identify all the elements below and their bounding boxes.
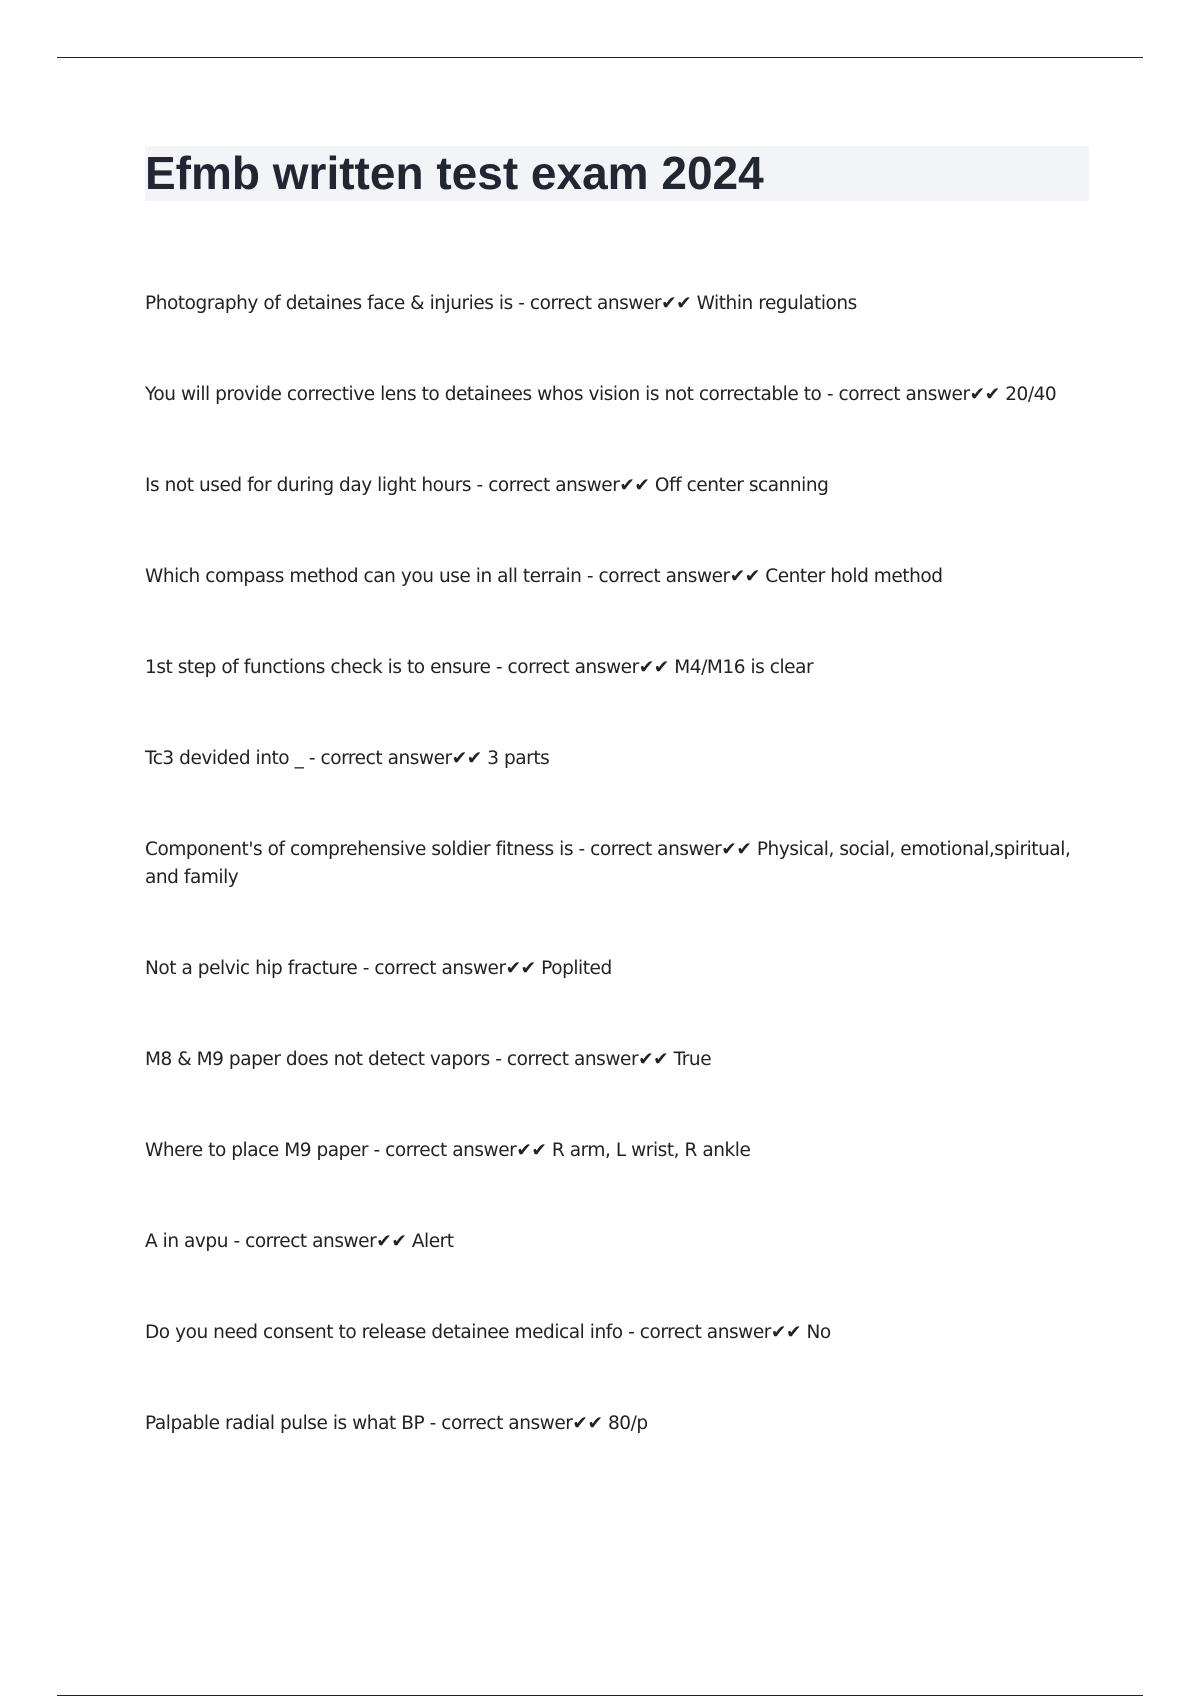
answer-separator: - correct answer✔✔ — [373, 1140, 547, 1161]
qa-item — [145, 1137, 1089, 1165]
question: Where to place M9 paper — [145, 1140, 369, 1161]
qa-item — [145, 472, 1089, 500]
question: A in avpu — [145, 1231, 228, 1252]
qa-item — [145, 381, 1089, 409]
title-banner — [145, 146, 1089, 201]
question: Palpable radial pulse is what BP — [145, 1413, 425, 1434]
page-title: Efmb written test exam 2024 — [145, 147, 764, 199]
question: Not a pelvic hip fracture — [145, 958, 358, 979]
qa-item — [145, 745, 1089, 773]
answer: Off center scanning — [654, 475, 829, 496]
answer-separator: - correct answer✔✔ — [586, 566, 760, 587]
answer-separator: - correct answer✔✔ — [233, 1231, 407, 1252]
answer: Alert — [411, 1231, 454, 1252]
answer: 80/p — [607, 1413, 648, 1434]
answer-separator: - correct answer✔✔ — [308, 748, 482, 769]
qa-item — [145, 1319, 1089, 1347]
answer: Center hold method — [765, 566, 943, 587]
qa-item — [145, 654, 1089, 682]
answer-separator: - correct answer✔✔ — [495, 1049, 669, 1070]
qa-item — [145, 563, 1089, 591]
qa-item — [145, 1228, 1089, 1256]
answer-separator: - correct answer✔✔ — [362, 958, 536, 979]
answer: R arm, L wrist, R ankle — [551, 1140, 751, 1161]
question: M8 & M9 paper does not detect vapors — [145, 1049, 490, 1070]
answer-separator: - correct answer✔✔ — [518, 293, 692, 314]
question: 1st step of functions check is to ensure — [145, 657, 491, 678]
answer-separator: - correct answer✔✔ — [476, 475, 650, 496]
question: Component's of comprehensive soldier fitness is — [145, 839, 574, 860]
qa-item — [145, 1046, 1089, 1074]
answer: Poplited — [541, 958, 612, 979]
answer-separator: - correct answer✔✔ — [429, 1413, 603, 1434]
answer-separator: - correct answer✔✔ — [826, 384, 1000, 405]
answer: 20/40 — [1005, 384, 1057, 405]
answer: M4/M16 is clear — [674, 657, 814, 678]
bottom-rule — [57, 1695, 1143, 1696]
qa-item — [145, 290, 1089, 318]
answer-separator: - correct answer✔✔ — [495, 657, 669, 678]
qa-item — [145, 836, 1089, 892]
answer: 3 parts — [487, 748, 550, 769]
qa-item — [145, 955, 1089, 983]
top-rule — [57, 57, 1143, 58]
question: Which compass method can you use in all terrain — [145, 566, 582, 587]
answer: True — [673, 1049, 712, 1070]
question: Is not used for during day light hours — [145, 475, 472, 496]
answer: Within regulations — [696, 293, 857, 314]
question: You will provide corrective lens to detainees whos vision is not correctable to — [145, 384, 822, 405]
answer-separator: - correct answer✔✔ — [578, 839, 752, 860]
answer: Physical, social, emotional,spiritual, and family — [145, 839, 1071, 888]
answer: No — [806, 1322, 831, 1343]
question: Tc3 devided into _ — [145, 748, 304, 769]
qa-item — [145, 1410, 1089, 1438]
question: Do you need consent to release detainee medical info — [145, 1322, 623, 1343]
answer-separator: - correct answer✔✔ — [628, 1322, 802, 1343]
question: Photography of detaines face & injuries is — [145, 293, 513, 314]
qa-list — [145, 290, 1089, 1501]
